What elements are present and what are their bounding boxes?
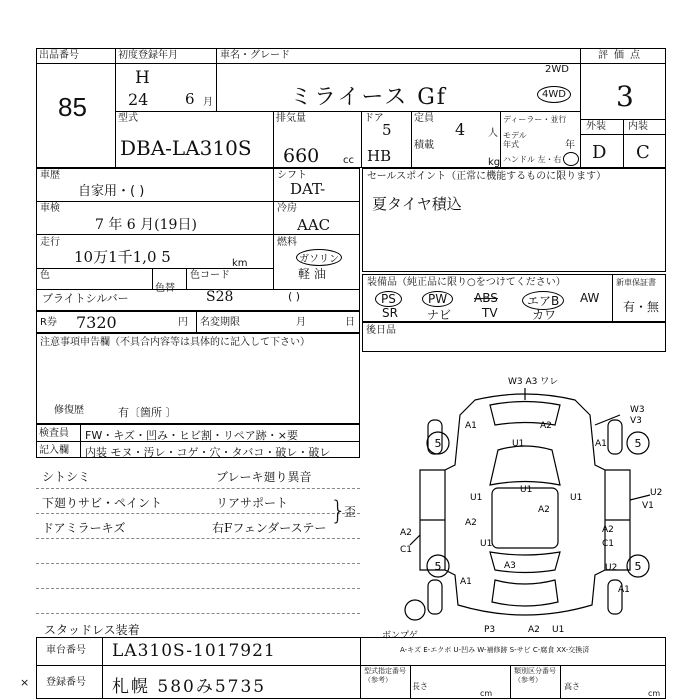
annotation: ボンプゲ <box>382 631 418 641</box>
color-code-value: S28 <box>206 289 234 305</box>
inspection-value: 7 年 6 月(19日) <box>95 217 197 233</box>
drive-4wd: 4WD <box>537 86 571 103</box>
inspector-entries: 内装 モヌ・汚レ・コゲ・穴・タバコ・破レ・破レ <box>85 446 331 459</box>
sales-label: セールスポイント（正常に機能するものに限ります） <box>367 171 607 182</box>
annotation: V3 <box>630 416 642 426</box>
annotation: A1 <box>465 421 477 431</box>
sales-value: 夏タイヤ積込 <box>372 195 462 213</box>
tire-mark-text: 5 <box>434 437 442 450</box>
chassis-label: 車台番号 <box>46 645 86 656</box>
type-no-label: 型式指定番号（参考） <box>364 667 406 684</box>
length-unit: cm <box>480 689 493 698</box>
plate-label: 登録番号 <box>46 677 86 688</box>
annotation: U1 <box>552 625 565 635</box>
load-unit: kg <box>488 157 501 168</box>
car-name-value: ミライース Gf <box>290 85 447 110</box>
inspector-label: 検査員 <box>39 428 69 439</box>
first-reg-year: 24 <box>128 90 149 109</box>
annotation: U1 <box>570 493 583 503</box>
equip-pw: PW <box>422 291 453 307</box>
handle-right-circle <box>563 152 579 166</box>
dealer-label: ディーラー・並行 <box>503 115 567 124</box>
displacement-label: 排気量 <box>276 113 306 124</box>
roof-outline <box>492 488 558 548</box>
wheel-fr <box>608 420 622 454</box>
color-value: ブライトシルバー <box>42 292 129 305</box>
first-reg-month: 6 <box>185 90 195 108</box>
annotation: A2 <box>528 625 540 635</box>
capacity-value: 4 <box>455 120 466 139</box>
recycle-unit: 円 <box>178 317 188 328</box>
height-label: 高さ <box>564 682 580 691</box>
annotation: U2 <box>650 488 663 498</box>
doors-label: ドア <box>364 113 384 124</box>
fuel-value: ガソリン <box>296 249 342 266</box>
equip-navi: ナビ <box>427 308 452 322</box>
windshield-outline <box>490 446 560 485</box>
annotation: A2 <box>465 518 477 528</box>
mileage-label: 走行 <box>40 237 60 248</box>
annotation: A1 <box>618 585 630 595</box>
inspector-checks: FW・キズ・凹み・ヒビ割・リペア跡・×要 <box>85 429 298 442</box>
name-change-label: 名変期限 <box>200 317 240 328</box>
lot-number: 85 <box>58 92 87 122</box>
equip-aw: AW <box>580 291 600 305</box>
displacement-unit: cc <box>343 155 354 166</box>
annotation: A1 <box>595 439 607 449</box>
footer-x-mark: × <box>20 676 30 689</box>
displacement-value: 660 <box>283 145 320 167</box>
recycle-value: 7320 <box>76 313 117 332</box>
name-change-month: 月 <box>296 317 306 328</box>
shift-label: シフト <box>277 170 307 181</box>
ac-label: 冷房 <box>277 203 297 214</box>
tire-mark-text: 5 <box>634 437 642 450</box>
first-reg-month-unit: 月 <box>203 97 213 108</box>
annotation: W3 A3 ワレ <box>508 377 559 387</box>
fuel-paren: ( ) <box>288 290 301 303</box>
exterior-label: 外装 <box>586 121 606 132</box>
lot-label: 出品番号 <box>39 50 79 61</box>
model-year-label: モデル年式 <box>503 131 527 149</box>
model-label: 型式 <box>118 113 138 124</box>
annotation: A2 <box>540 421 552 431</box>
handle-label: ハンドル 左・右 <box>503 155 562 164</box>
annotation: A2 <box>602 525 614 535</box>
bumper-mark <box>405 600 425 620</box>
car-damage-diagram <box>380 370 670 650</box>
annotation: C1 <box>400 545 413 555</box>
remark-item: スタッドレス装着 <box>44 623 140 637</box>
chassis-value: LA310S-1017921 <box>112 641 276 661</box>
repair-value: 有〔箇所 〕 <box>118 406 177 419</box>
remarks-brace: } <box>330 496 347 526</box>
name-change-day: 日 <box>345 317 355 328</box>
rear-window-outline <box>490 552 560 573</box>
drive-2wd: 2WD <box>545 64 569 75</box>
history-label: 車歴 <box>40 170 60 181</box>
load-label: 積載 <box>414 140 434 151</box>
remark-item: リアサポート <box>216 496 289 510</box>
retrofit-label: 後日品 <box>366 325 396 336</box>
class-no-label: 類別区分番号（参考） <box>514 667 556 684</box>
equip-leather: カワ <box>532 308 557 322</box>
annotation: U1 <box>512 439 525 449</box>
exterior-value: D <box>592 142 607 163</box>
annotation: U2 <box>605 563 618 573</box>
interior-label: 内装 <box>628 121 648 132</box>
annotation: V1 <box>642 501 654 511</box>
fuel-label: 燃料 <box>277 237 297 248</box>
color-label: 色 <box>40 270 50 281</box>
remarks-mark: 歪 <box>344 505 357 519</box>
annotation: W3 <box>630 405 645 415</box>
remark-item: 下廻りサビ・ペイント <box>42 496 163 510</box>
retrofit-frame <box>362 322 666 352</box>
recycle-label: R券 <box>40 317 57 328</box>
annotation: A3 <box>504 561 516 571</box>
score-value: 3 <box>616 80 634 113</box>
entry-label: 記入欄 <box>39 445 69 456</box>
history-value: 自家用・( ) <box>78 184 145 199</box>
annotation: P3 <box>484 625 496 635</box>
model-year-unit: 年 <box>565 140 575 151</box>
mileage-unit: km <box>232 258 248 269</box>
shift-value: DAT- <box>290 180 326 198</box>
annotation: U1 <box>520 485 533 495</box>
model-value: DBA-LA310S <box>120 136 252 160</box>
equip-airbag: エアB <box>522 291 564 310</box>
tire-mark-text: 5 <box>434 560 442 573</box>
remark-item: シトシミ <box>42 470 91 484</box>
warranty-value: 有・無 <box>623 300 660 314</box>
capacity-label: 定員 <box>414 113 434 124</box>
capacity-unit: 人 <box>488 128 498 139</box>
equip-tv: TV <box>482 306 498 320</box>
equip-abs: ABS <box>474 291 498 305</box>
first-reg-era: H <box>135 68 150 88</box>
height-unit: cm <box>648 689 661 698</box>
fuel-alt: 軽 油 <box>298 267 326 281</box>
equipment-label: 装備品（純正品に限り○をつけてください） <box>367 277 566 288</box>
car-name-label: 車名・グレード <box>220 50 290 61</box>
doors-value: 5 <box>382 121 392 139</box>
color-code-label: 色コード <box>190 270 230 281</box>
body-type-value: HB <box>367 147 392 165</box>
sales-frame <box>362 168 666 272</box>
annotation: A1 <box>460 577 472 587</box>
annotation: U1 <box>480 539 493 549</box>
remark-item: 右Fフェンダーステー <box>212 521 327 535</box>
inspection-label: 車検 <box>40 203 60 214</box>
rear-hatch-outline <box>492 580 558 606</box>
repair-label: 修復歴 <box>54 405 84 416</box>
annotation: U1 <box>470 493 483 503</box>
equip-sr: SR <box>382 306 398 320</box>
ac-value: AAC <box>297 216 331 234</box>
tire-mark-text: 5 <box>634 560 642 573</box>
equip-ps: PS <box>375 291 402 307</box>
caution-label: 注意事項申告欄（不具合内容等は具体的に記入して下さい） <box>40 337 310 348</box>
annotation: C1 <box>602 539 615 549</box>
score-label: 評価点 <box>598 50 646 61</box>
first-reg-label: 初度登録年月 <box>118 50 178 61</box>
warranty-label: 新車保証書 <box>616 278 656 287</box>
length-label: 長さ <box>412 682 428 691</box>
annotation: A2 <box>538 505 550 515</box>
remark-item: ブレーキ廻り異音 <box>216 470 312 484</box>
remark-item: ドアミラーキズ <box>42 521 126 535</box>
legend: A-キズ E-エクボ U-凹み W-補修跡 S-サビ C-腐食 XX-交換済 <box>400 646 590 654</box>
color-change-label: 色替 <box>155 283 175 294</box>
wheel-rl <box>428 580 442 614</box>
mileage-value: 10万1千1,0 5 <box>74 248 171 266</box>
annotation: A2 <box>400 528 412 538</box>
plate-value: 札幌 580み5735 <box>112 677 267 697</box>
interior-value: C <box>636 142 650 163</box>
